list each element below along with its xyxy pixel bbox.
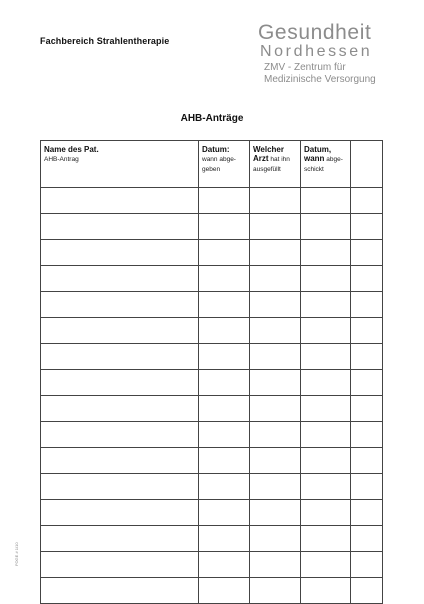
- table-row: [41, 188, 383, 214]
- table-cell[interactable]: [301, 292, 351, 318]
- col-header-rest: abge-: [324, 156, 343, 163]
- table-cell[interactable]: [250, 214, 301, 240]
- table-cell[interactable]: [250, 526, 301, 552]
- table-cell[interactable]: [41, 552, 199, 578]
- table-cell[interactable]: [199, 370, 250, 396]
- table-cell[interactable]: [199, 526, 250, 552]
- table-cell[interactable]: [41, 422, 199, 448]
- table-row: [41, 422, 383, 448]
- logo-line-4: Medizinische Versorgung: [264, 74, 376, 85]
- table-cell[interactable]: [41, 188, 199, 214]
- table-cell[interactable]: [41, 240, 199, 266]
- col-header-rest: hat ihn: [268, 156, 290, 163]
- table-cell[interactable]: [301, 344, 351, 370]
- table-row: [41, 526, 383, 552]
- col-header-label-bold: Arzt: [253, 154, 269, 163]
- table-cell[interactable]: [199, 396, 250, 422]
- table-cell[interactable]: [351, 344, 383, 370]
- table-cell[interactable]: [41, 318, 199, 344]
- table-cell[interactable]: [199, 500, 250, 526]
- table-row: [41, 240, 383, 266]
- table-cell[interactable]: [41, 474, 199, 500]
- table-row: [41, 370, 383, 396]
- table-cell[interactable]: [351, 318, 383, 344]
- table-cell[interactable]: [301, 370, 351, 396]
- table-cell[interactable]: [41, 526, 199, 552]
- table-cell[interactable]: [301, 448, 351, 474]
- table-cell[interactable]: [351, 240, 383, 266]
- table-cell[interactable]: [41, 214, 199, 240]
- table-row: [41, 396, 383, 422]
- table-row: [41, 292, 383, 318]
- table-cell[interactable]: [250, 240, 301, 266]
- col-header-date-submitted: [199, 141, 250, 188]
- table-cell[interactable]: [41, 448, 199, 474]
- col-header-sub: ausgefüllt: [253, 166, 281, 173]
- table-cell[interactable]: [301, 266, 351, 292]
- table-cell[interactable]: [250, 188, 301, 214]
- table-cell[interactable]: [250, 474, 301, 500]
- col-header-sub: wann abge-geben: [202, 156, 236, 173]
- entry-table: [40, 140, 383, 604]
- table-row: [41, 552, 383, 578]
- col-header-date-sent: [301, 141, 351, 188]
- table-cell[interactable]: [41, 266, 199, 292]
- table-cell[interactable]: [301, 240, 351, 266]
- table-cell[interactable]: [199, 448, 250, 474]
- col-header-sub: AHB-Antrag: [44, 156, 79, 163]
- col-header-doctor: [250, 141, 301, 188]
- table-header-row: [41, 141, 383, 188]
- table-cell[interactable]: [351, 474, 383, 500]
- logo-line-3: ZMV - Zentrum für: [264, 62, 346, 73]
- table-cell[interactable]: [199, 188, 250, 214]
- col-header-blank: [351, 141, 383, 188]
- table-row: [41, 214, 383, 240]
- table-cell[interactable]: [250, 266, 301, 292]
- table-cell[interactable]: [301, 214, 351, 240]
- table-cell[interactable]: [41, 396, 199, 422]
- table-row: [41, 500, 383, 526]
- table-cell[interactable]: [250, 318, 301, 344]
- table-cell[interactable]: [301, 552, 351, 578]
- col-header-label: Datum,: [304, 145, 332, 154]
- table-cell[interactable]: [301, 422, 351, 448]
- table-cell[interactable]: [351, 448, 383, 474]
- table-cell[interactable]: [301, 188, 351, 214]
- table-cell[interactable]: [351, 266, 383, 292]
- table-cell[interactable]: [351, 552, 383, 578]
- table-cell[interactable]: [199, 292, 250, 318]
- table-cell[interactable]: [250, 448, 301, 474]
- table-cell[interactable]: [351, 500, 383, 526]
- table-cell[interactable]: [250, 344, 301, 370]
- table-cell[interactable]: [250, 500, 301, 526]
- table-cell[interactable]: [301, 474, 351, 500]
- table-cell[interactable]: [199, 474, 250, 500]
- table-cell[interactable]: [250, 370, 301, 396]
- table-cell[interactable]: [301, 526, 351, 552]
- col-header-label: Name des Pat.: [44, 145, 99, 154]
- logo-line-1: Gesundheit: [258, 21, 372, 44]
- col-header-patient-name: [41, 141, 199, 188]
- col-header-label: Welcher: [253, 145, 284, 154]
- table-cell[interactable]: [41, 292, 199, 318]
- table-cell[interactable]: [199, 344, 250, 370]
- department-name: Fachbereich Strahlentherapie: [40, 36, 170, 46]
- table-cell[interactable]: [301, 396, 351, 422]
- table-row: [41, 474, 383, 500]
- col-header-sub: schickt: [304, 166, 324, 173]
- table-cell[interactable]: [199, 318, 250, 344]
- table-cell[interactable]: [199, 240, 250, 266]
- table-cell[interactable]: [301, 318, 351, 344]
- table-row: [41, 266, 383, 292]
- table-cell[interactable]: [351, 526, 383, 552]
- table-cell[interactable]: [250, 422, 301, 448]
- table-cell[interactable]: [41, 500, 199, 526]
- table-cell[interactable]: [41, 370, 199, 396]
- col-header-label-bold: wann: [304, 154, 325, 163]
- table-row: [41, 448, 383, 474]
- col-header-label: Datum:: [202, 145, 230, 154]
- table-row: [41, 344, 383, 370]
- form-title: AHB-Anträge: [180, 113, 244, 124]
- table-cell[interactable]: [199, 422, 250, 448]
- table-cell[interactable]: [199, 214, 250, 240]
- logo-line-2: Nordhessen: [260, 43, 373, 60]
- table-cell[interactable]: [250, 552, 301, 578]
- table-cell[interactable]: [351, 422, 383, 448]
- table-cell[interactable]: [351, 292, 383, 318]
- table-cell[interactable]: [351, 188, 383, 214]
- table-cell[interactable]: [250, 396, 301, 422]
- table-cell[interactable]: [301, 500, 351, 526]
- table-cell[interactable]: [351, 214, 383, 240]
- table-cell[interactable]: [250, 292, 301, 318]
- table-cell[interactable]: [41, 344, 199, 370]
- table-cell[interactable]: [351, 370, 383, 396]
- table-cell[interactable]: [351, 396, 383, 422]
- form-code: FOGE # 1/10: [14, 542, 19, 566]
- table-row: [41, 318, 383, 344]
- organization-logo: [258, 22, 408, 86]
- table-cell[interactable]: [199, 552, 250, 578]
- table-cell[interactable]: [199, 266, 250, 292]
